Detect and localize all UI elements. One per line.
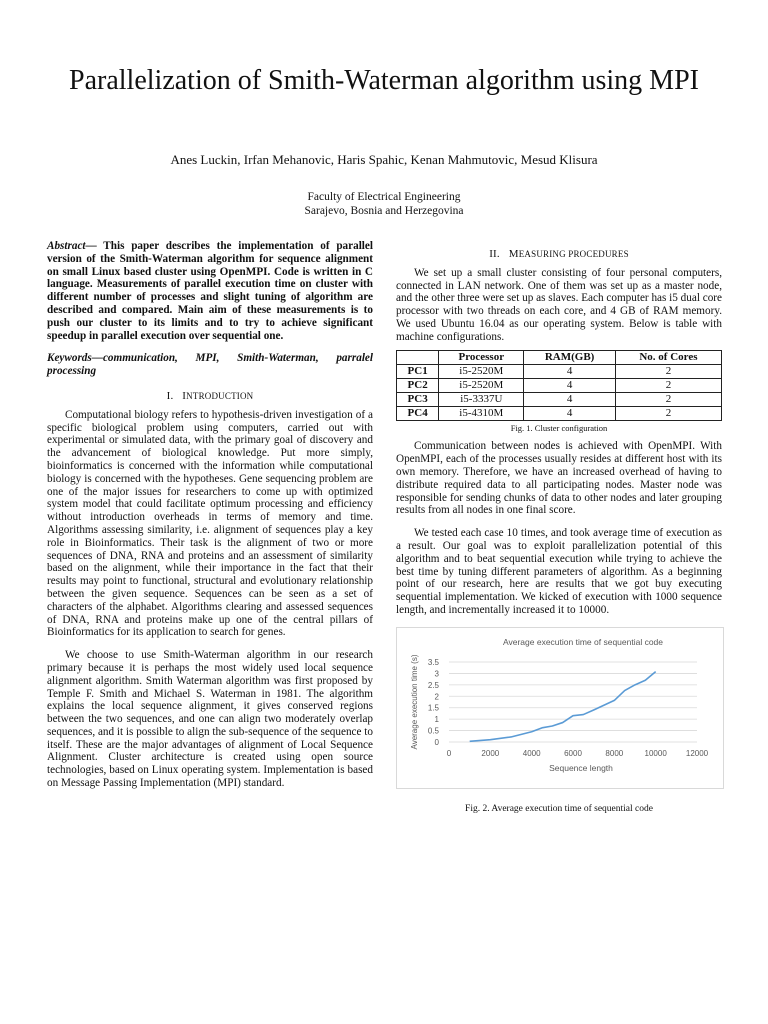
- table-cell: 4: [524, 364, 616, 378]
- table-cell: 4: [524, 392, 616, 406]
- x-tick-label: 12000: [685, 748, 709, 758]
- execution-time-chart: [396, 627, 724, 789]
- section-title-first: M: [508, 248, 519, 260]
- table-row: [397, 364, 722, 378]
- section-heading-introduction: [47, 390, 373, 403]
- y-tick-label: 3: [434, 669, 439, 679]
- y-tick-label: 0: [434, 737, 439, 747]
- x-tick-label: 6000: [564, 748, 582, 758]
- y-tick-label: 0.5: [427, 726, 439, 736]
- keywords: Keywords—communication, MPI, Smith-Waterman, parralel processing: [47, 352, 373, 378]
- table-cell: 4: [524, 378, 616, 392]
- table-row: [397, 392, 722, 406]
- section-title-rest: EASURING PROCEDURES: [518, 249, 629, 259]
- table-cell: PC3: [397, 392, 439, 406]
- chart-svg: [397, 628, 723, 788]
- y-tick-label: 1.5: [427, 703, 439, 713]
- abstract-label: Abstract: [47, 240, 86, 252]
- table-cell: PC4: [397, 406, 439, 420]
- y-tick-label: 3.5: [427, 657, 439, 667]
- x-tick-label: 4000: [522, 748, 541, 758]
- table-cell: i5-2520M: [439, 378, 524, 392]
- affiliation-line-1: Faculty of Electrical Engineering: [307, 191, 461, 203]
- x-tick-label: 10000: [644, 748, 667, 758]
- table-cell: 4: [524, 406, 616, 420]
- paper-title: Parallelization of Smith-Waterman algorithm using MPI: [69, 65, 699, 96]
- table-header-cell: Processor: [439, 350, 524, 364]
- chart-title: Average execution time of sequential code: [502, 636, 664, 647]
- affiliation: [40, 190, 728, 218]
- table-cell: i5-4310M: [439, 406, 524, 420]
- table-cell: 2: [615, 392, 721, 406]
- right-column: [396, 248, 722, 816]
- table-cell: i5-2520M: [439, 364, 524, 378]
- table-header-row: [397, 350, 722, 364]
- figure-caption: Fig. 2. Average execution time of sequential code: [465, 803, 653, 814]
- x-tick-label: 0: [446, 748, 452, 758]
- cluster-config-table: [396, 350, 722, 421]
- abstract-dash: —: [85, 240, 104, 252]
- table-cell: 2: [615, 364, 721, 378]
- table-cell: 2: [615, 378, 721, 392]
- y-tick-label: 1: [434, 714, 439, 724]
- table-cell: PC2: [397, 378, 439, 392]
- section-heading-measuring: [396, 248, 722, 261]
- left-column: [47, 240, 373, 790]
- table-header-cell: No. of Cores: [615, 350, 721, 364]
- intro-paragraph-2: We choose to use Smith-Waterman algorithm in our research primary because it is perhaps the most widely used local sequence alignment algorithm. Smith Waterman algorithm was first proposed by Temple F. Smith and Michael S. Waterman in 1981. The algorithm explains the local sequence alignment, it gives conserved regions between the two sequences, and one can align two moderately overlap sequences, and it is possible to align the sub-sequence of the sequence to itself. These are the major advantages of alignment of Local Sequence Alignment. Cluster architecture is created using open source technologies, based on Linux operating system. Implementation is based on Message Passing Implementation (MPI) standard.: [47, 649, 373, 790]
- section-number: I.: [166, 389, 174, 402]
- section-number: II.: [489, 248, 500, 260]
- table-caption: Fig. 1. Cluster configuration: [510, 422, 608, 433]
- affiliation-line-2: Sarajevo, Bosnia and Herzegovina: [304, 205, 464, 217]
- x-axis-label: Sequence length: [549, 762, 613, 773]
- measuring-paragraph-1: We set up a small cluster consisting of four personal computers, connected in LAN network. One of them was set up as a master node, and the other three were set up as slaves. Each computer has i5 dual core processor with two threads on each core, and 4 GB of RAM memory. We used Ubuntu 16.04 as our operating system. Below is table with machine configurations.: [396, 266, 722, 343]
- table-row: [397, 378, 722, 392]
- section-title-rest: NTRODUCTION: [186, 390, 254, 401]
- abstract: [47, 240, 373, 342]
- x-tick-label: 8000: [605, 748, 624, 758]
- table-cell: PC1: [397, 364, 439, 378]
- measuring-paragraph-2: Communication between nodes is achieved with OpenMPI. With OpenMPI, each of the processes usually resides at different host with its own memory. Therefore, we have an increased overhead of having to distribute required data to all participating nodes. Master node was responsible for sending chunks of data to other nodes and later grouping results from all nodes in one final score.: [396, 440, 722, 517]
- section-title-first: I: [182, 389, 187, 402]
- intro-paragraph-1: Computational biology refers to hypothesis-driven investigation of a specific biological problem using computers, carried out with experimental or simulated data, with the primary goal of discovery and the advancement of biological knowledge. Put more simply, bioinformatics is concerned with the information while computational biology is concerned with the hypotheses. Gene sequencing problem are one of the major issues for researchers to come up with optimized system model that could facilitate optimum processing and efficiency without introduction overheads in terms of memory and time. Algorithms assessing similarity, i.e. alignment of sequences play a key role in Bioinformatics. Their task is the alignment of two or more sequences of DNA, RNA and proteins and an assessment of similarity based on the alignment, while their importance in the fact that their results may point to functional, structural and evolutionary relationship between the given sequence. Sequences can be seen as a set of characters of the alphabet. Algorithms clearing and assessed sequences of DNA, RNA and proteins make up one of the central pillars of Bioinformatics for its application to search for genes.: [47, 408, 373, 639]
- table-row: [397, 406, 722, 420]
- y-tick-label: 2: [434, 692, 439, 702]
- abstract-text: This paper describes the implementation of parallel version of the Smith-Waterman algorithm for sequence alignment on small Linux based cluster using OpenMPI. Code is written in C language. Measurements of parallel execution time on cluster with different number of processes and slight tuning of algorithm are described and compared. Main aim of these measurements is to push our cluster to its limits and to try to achieve significant speedup in parallel execution over sequential one.: [47, 240, 373, 342]
- y-tick-label: 2.5: [427, 680, 439, 690]
- y-axis-label: Average execution time (s): [410, 654, 419, 750]
- table-header-cell: [397, 350, 439, 364]
- x-tick-label: 2000: [481, 748, 500, 758]
- table-header-cell: RAM(GB): [524, 350, 616, 364]
- author-list: Anes Luckin, Irfan Mehanovic, Haris Spahic, Kenan Mahmutovic, Mesud Klisura: [170, 152, 598, 167]
- table-cell: 2: [615, 406, 721, 420]
- table-cell: i5-3337U: [439, 392, 524, 406]
- measuring-paragraph-3: We tested each case 10 times, and took average time of execution as a result. Our goal was to exploit parallelization potential of this algorithm and to beat sequential execution while trying to achieve the best time by tuning different parameters of algorithm. As a beginning point of our research, here are results that we got buy executing sequential implementation. We kicked of execution with 1000 sequence length, and incrementally increased it to 10000.: [396, 527, 722, 616]
